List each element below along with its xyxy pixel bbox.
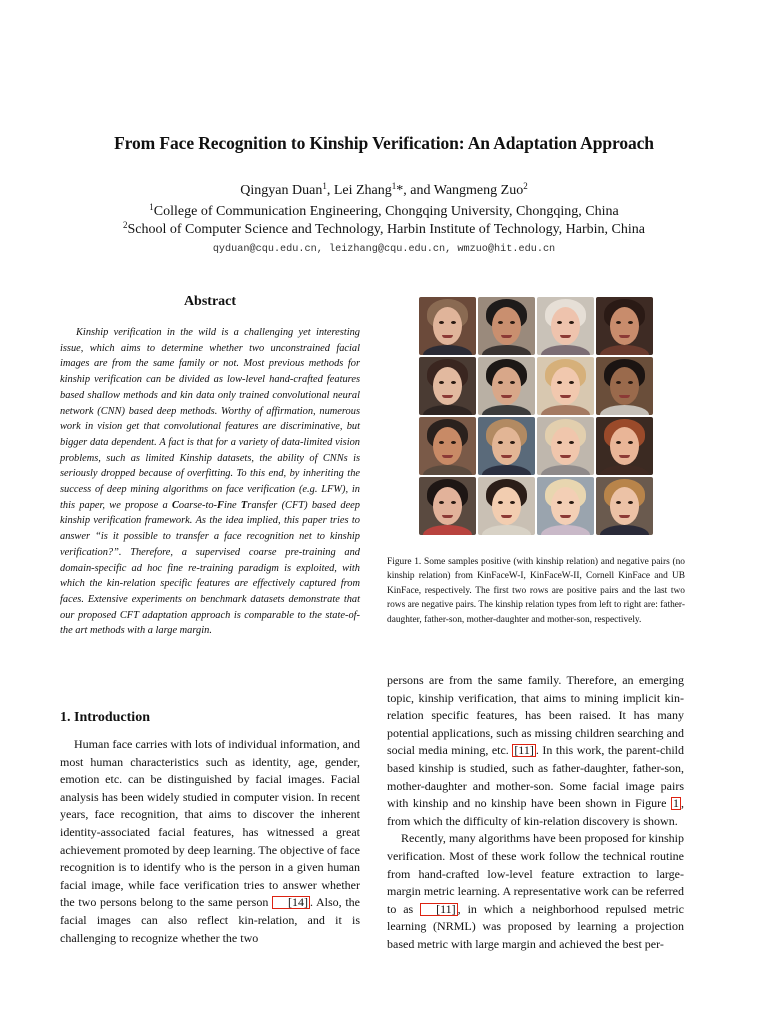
text-run: , from which the difficulty of kin-relation discovery is shown.: [387, 796, 684, 828]
affiliation-text: College of Communication Engineering, Chongqing University, Chongqing, China: [153, 204, 619, 219]
abstract-initial: F: [217, 499, 224, 511]
citation-link[interactable]: [11]: [514, 743, 534, 758]
paper-title: From Face Recognition to Kinship Verification: An Adaptation Approach: [114, 133, 654, 153]
abstract-part: ransfer (CFT) based deep kinship verification framework. As the idea implied, this paper tries to answer “is it possible to transfer a face recognition net to kinship verification?”. Therefore, a supervised coarse pre-training and domain-specific ad hoc fine re-training paradigm is exploited, with which the kin-relation specific features are effectively captured from faces. Extensive experiments on benchmark datasets demonstrate that our proposed CFT adaptation approach is comparable to the state-of-the art methods with a large margin.: [60, 499, 360, 637]
author-name: Wangmeng Zuo: [433, 183, 524, 198]
affiliation-2: [0, 222, 768, 238]
paragraph: [60, 736, 360, 947]
face-photo: [419, 417, 476, 475]
author-affiliation-mark: 1: [391, 181, 397, 191]
author-list: [0, 183, 768, 199]
abstract-text: [60, 325, 360, 639]
face-photo: [478, 357, 535, 415]
corresponding-author-mark: *: [396, 183, 404, 198]
author-affiliation-mark: 1: [322, 181, 327, 191]
citation-link[interactable]: [11]: [420, 903, 458, 916]
text-run: . In this work, the parent-child based kinship is studied, such as father-daughter, father-son, mother-daughter and mother-son. Some facial image pairs with kinship and no kinship have been shown in Figure: [387, 743, 684, 811]
face-photo: [537, 297, 594, 355]
face-photo: [478, 417, 535, 475]
abstract-part: oarse-to-: [178, 499, 217, 511]
author-affiliation-mark: 2: [523, 181, 528, 191]
affiliation-1: [0, 204, 768, 220]
paragraph: [387, 830, 684, 953]
affiliation-number: 1: [149, 202, 154, 212]
face-photo: [537, 417, 594, 475]
figure-1-caption: Figure 1. Some samples positive (with kinship relation) and negative pairs (no kinship relation) from KinFaceW-I, KinFaceW-II, Cornell KinFace and UB KinFace, respectively. The first two rows are positive pairs and the last two rows are negative pairs. The kinship relation types from left to right are: father-daughter, father-son, mother-daughter and mother-son, respectively.: [387, 557, 685, 625]
author-name: Qingyan Duan: [240, 183, 323, 198]
affiliation-text: School of Computer Science and Technology, Harbin Institute of Technology, Harbin, China: [127, 222, 645, 237]
face-photo: [419, 297, 476, 355]
face-photo: [596, 297, 653, 355]
citation-link[interactable]: [14]: [272, 896, 310, 909]
face-photo: [419, 357, 476, 415]
text-run: Human face carries with lots of individual information, and most human characteristics such as identity, age, gender, emotion etc. can be distinguished by facial images. Facial analysis has been widely studied in computer vision. In recent years, face recognition, that aims to discover the inherent identity-associated facial features, has witnessed a great achievement promoted by deep learning. The objective of face recognition is to identify who is the person in a given human facial image, while face verification tries to answer whether the two persons belong to the same person: [60, 737, 360, 910]
author-separator: , and: [403, 183, 434, 198]
author-separator: ,: [326, 183, 334, 198]
face-photo: [478, 477, 535, 535]
text-run: , in which a neighborhood repulsed metric learning (NRML) was proposed by learning a projection based metric with large margin and achieved the best per-: [387, 901, 684, 951]
text-run: persons are from the same family. Therefore, an emerging topic, kinship verification, that aims to mining implicit kin-relation specific features, has been raised. It has many potential applications, such as missing children searching and social media mining, etc.: [387, 673, 684, 758]
face-photo: [537, 357, 594, 415]
abstract-initial: T: [240, 499, 248, 511]
introduction-left-column: [60, 736, 360, 947]
author-emails: qyduan@cqu.edu.cn, leizhang@cqu.edu.cn, wmzuo@hit.edu.cn: [212, 244, 556, 255]
face-photo: [537, 477, 594, 535]
author-name: Lei Zhang: [333, 183, 392, 198]
text-run: . Also, the facial images can also reflect kin-relation, and it is challenging to recognize whether the two: [60, 895, 361, 945]
section-heading-introduction: 1. Introduction: [60, 710, 150, 725]
abstract-part: Kinship verification in the wild is a challenging yet interesting issue, which aims to determine whether two unconstrained facial images are from the same family or not. Most previous methods for kinship verification can be divided as low-level hand-crafted features based shallow methods and kin data only trained convolutional neural network (CNN) based deep methods. Worthy of affirmation, numerous work in vision get that convolutional features are discriminative, but bigger data dependent. A fact is that for a variety of data-limited vision problems, such as limited Kinship datasets, the ability of CNNs is seriously dropped because of overfitting. To this end, by inheriting the success of deep mining algorithms on face verification (e.g. LFW), in this paper, we propose a: [60, 327, 360, 511]
face-photo: [596, 357, 653, 415]
figure-reference-link[interactable]: 1: [673, 796, 679, 811]
paragraph: [387, 672, 684, 830]
abstract-initial: C: [171, 499, 179, 511]
face-photo: [478, 297, 535, 355]
abstract-heading: Abstract: [183, 294, 237, 309]
face-photo: [596, 477, 653, 535]
abstract-part: ine: [223, 499, 241, 511]
introduction-right-column: [387, 672, 684, 954]
affiliation-number: 2: [123, 220, 128, 230]
figure-1-image-grid: [419, 297, 653, 536]
face-photo: [419, 477, 476, 535]
text-run: Recently, many algorithms have been proposed for kinship verification. Most of these work follow the technical routine from hand-crafted low-level feature extraction to large-margin metric learning. A representative work can be referred to as: [387, 831, 684, 916]
face-photo: [596, 417, 653, 475]
